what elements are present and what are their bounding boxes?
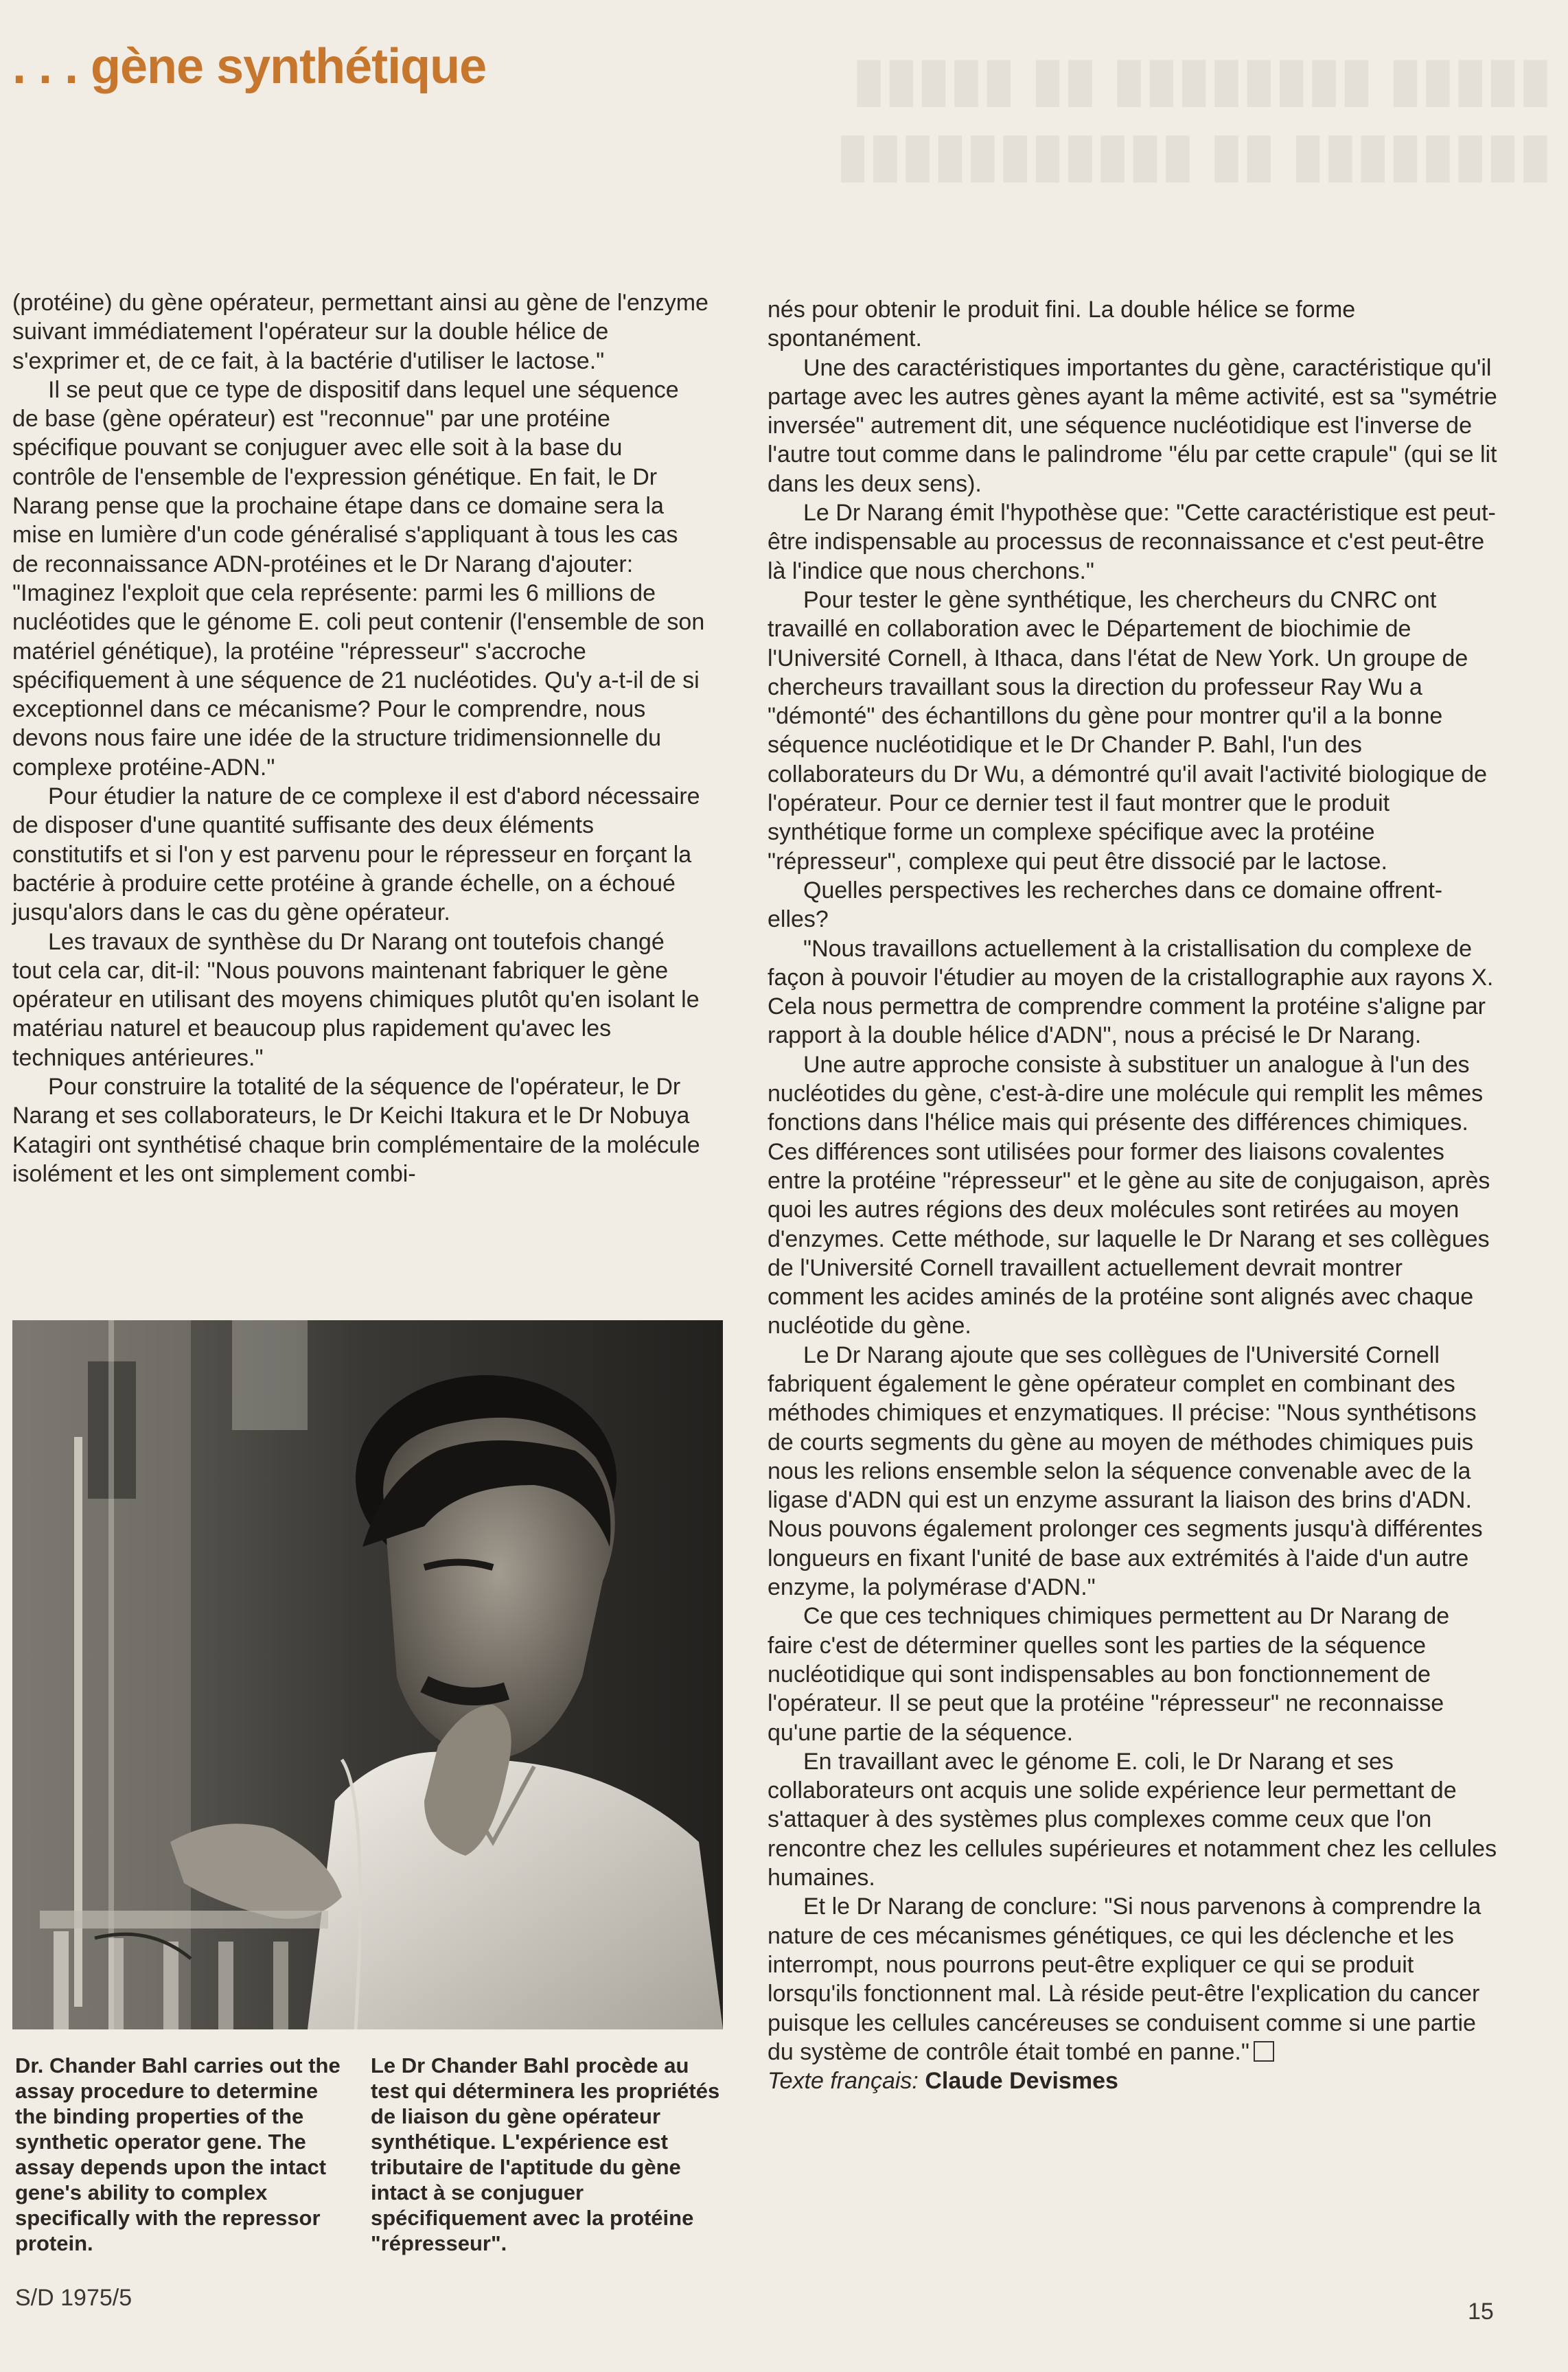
paragraph: Pour construire la totalité de la séquence de l'opérateur, le Dr Narang et ses collaborateurs, le Dr Keichi Itakura et le Dr Nobuya Katagiri ont synthétisé chaque brin complémentaire de la molécule isolément et les ont simplement combi- <box>12 1074 700 1187</box>
paragraph: Une des caractéristiques importantes du gène, caractéristique qu'il partage avec les autres gènes ayant la même activité, est sa "symétrie inversée" autrement dit, une séquence nucléotidique est l'inverse de l'autre tout comme dans le palindrome "élu par cette crapule" (qui se lit dans les deux sens). <box>768 354 1497 497</box>
photo-scientist-lab <box>12 1320 723 2029</box>
paragraph-text: Et le Dr Narang de conclure: "Si nous parvenons à comprendre la nature de ces mécanismes génétiques, ce qui les déclenche et les interrompt, nous pourrons peut-être expliquer ce qui se produit lorsqu'ils fonctionnent mal. Là réside peut-être l'explication du cancer puisque les cellules cancéreuses se conduisent comme si une partie du système de contrôle était tombé en panne." <box>768 1893 1481 2065</box>
right-text-column <box>768 295 1499 2095</box>
paragraph: Quelles perspectives les recherches dans ce domaine offrent-elles? <box>768 877 1443 933</box>
end-mark-icon <box>1254 2041 1274 2062</box>
paragraph: Les travaux de synthèse du Dr Narang ont toutefois changé tout cela car, dit-il: "Nous pouvons maintenant fabriquer le gène opérateur en utilisant des moyens chimiques plutôt qu'en isolant le matériau naturel et beaucoup plus rapidement qu'avec les techniques antérieures." <box>12 928 700 1071</box>
paragraph: En travaillant avec le génome E. coli, le Dr Narang et ses collaborateurs ont acquis une solide expérience leur permettant de s'attaquer à des systèmes plus complexes comme ceux que l'on rencontre chez les cellules supérieures et notamment chez les cellules humaines. <box>768 1748 1497 1891</box>
paragraph: "Nous travaillons actuellement à la cristallisation du complexe de façon à pouvoir l'étudier au moyen de la cristallographie aux rayons X. Cela nous permettra de comprendre comment la protéine s'aligne par rapport à la double hélice d'ADN", nous a précisé le Dr Narang. <box>768 935 1494 1049</box>
left-text-column <box>12 288 709 1188</box>
credit-label: Texte français: <box>768 2068 919 2095</box>
paragraph: Le Dr Narang ajoute que ses collègues de l'Université Cornell fabriquent également le gène opérateur complet en combinant des méthodes chimiques et enzymatiques. Il précise: "Nous synthétisons de courts segments du gène au moyen de méthodes chimiques puis nous les relions ensemble selon la séquence convenable avec de la ligase d'ADN qui est un enzyme assurant la liaison des brins d'ADN. Nous pouvons également prolonger ces segments jusqu'à différentes longueurs en fixant l'unité de base aux extrémités à l'aide d'un autre enzyme, la polymérase d'ADN." <box>768 1342 1483 1601</box>
paragraph: Pour tester le gène synthétique, les chercheurs du CNRC ont travaillé en collaboration avec le Département de biochimie de l'Université Cornell, à Ithaca, dans l'état de New York. Un groupe de chercheurs travaillant sous la direction du professeur Ray Wu a "démonté" des échantillons du gène pour montrer qu'il a la bonne séquence nucléotidique et le Dr Chander P. Bahl, l'un des collaborateurs du Dr Wu, a démontré qu'il avait l'activité biologique de l'opérateur. Pour ce dernier test il faut montrer que le produit synthétique forme un complexe spécifique avec la protéine "répresseur", complexe qui peut être dissocié par le lactose. <box>768 586 1488 875</box>
paragraph: Ce que ces techniques chimiques permettent au Dr Narang de faire c'est de déterminer quelles sont les parties de la séquence nucléotidique qui sont indispensables au bon fonctionnement de l'opérateur. Il se peut que la protéine "répresseur" ne reconnaisse qu'une partie de la séquence. <box>768 1603 1450 1746</box>
photo-man-lab-icon <box>12 1320 723 2029</box>
show-through-text: ▮▮▮▮▮ ▮▮▮▮▮▮▮▮ ▮▮ ▮▮▮▮▮ ▮▮▮▮▮▮▮▮ ▮▮ ▮▮▮▮▮▮▮▮▮▮▮ <box>836 46 1552 187</box>
paragraph: (protéine) du gène opérateur, permettant ainsi au gène de l'enzyme suivant immédiatement l'opérateur sur la double hélice de s'exprimer et, de ce fait, à la bactérie d'utiliser le lactose." <box>12 290 708 374</box>
page-number: 15 <box>1468 2299 1494 2325</box>
photo-caption-french: Le Dr Chander Bahl procède au test qui déterminera les propriétés de liaison du gène opérateur synthétique. L'expérience est tributaire de l'aptitude du gène intact à se conjuguer spécifiquement avec la protéine "répresseur". <box>371 2053 720 2255</box>
paragraph: nés pour obtenir le produit fini. La double hélice se forme spontanément. <box>768 297 1356 352</box>
paragraph: Il se peut que ce type de dispositif dans lequel une séquence de base (gène opérateur) est "reconnue" par une protéine spécifique pouvant se conjuguer avec elle soit à la base du contrôle de l'ensemble de l'expression génétique. En fait, le Dr Narang pense que la prochaine étape dans ce domaine sera la mise en lumière d'un code généralisé s'appliquant à tous les cas de reconnaissance ADN-protéines et le Dr Narang d'ajouter: "Imaginez l'exploit que cela représente: parmi les 6 millions de nucléotides que le génome E. coli peut contenir (l'ensemble de son matériel génétique), la protéine "répresseur" s'accroche spécifiquement à une séquence de 21 nucléotides. Qu'y a-t-il de si exceptionnel dans ce mécanisme? Pour le comprendre, nous devons nous faire une idée de la structure tridimensionnelle du complexe protéine-ADN." <box>12 376 705 781</box>
paragraph: Le Dr Narang émit l'hypothèse que: "Cette caractéristique est peut-être indispensable au processus de reconnaissance et c'est peut-être là l'indice que nous cherchons." <box>768 500 1496 584</box>
page-title: . . . gène synthétique <box>12 39 487 94</box>
translation-credit <box>768 2066 1499 2095</box>
paragraph: Une autre approche consiste à substituer un analogue à l'un des nucléotides du gène, c'est-à-dire une molécule qui remplit les mêmes fonctions dans l'hélice mais qui présente des différences chimiques. Ces différences sont utilisées pour former des liaisons covalentes entre la protéine "répresseur" et le gène au site de conjugaison, après quoi les autres régions des deux molécules sont retirées au moyen d'enzymes. Cette méthode, sur laquelle le Dr Narang et ses collègues de l'Université Cornell travaillent actuellement devrait montrer comment les acides aminés de la protéine sont alignés avec chaque nucléotide du gène. <box>768 1051 1490 1339</box>
paragraph: Pour étudier la nature de ce complexe il est d'abord nécessaire de disposer d'une quantité suffisante des deux éléments constitutifs et si l'on y est parvenu pour le répresseur en forçant la bactérie à produire cette protéine à grande échelle, on a échoué jusqu'alors dans le cas du gène opérateur. <box>12 783 700 926</box>
paragraph-conclusion <box>768 1892 1499 2066</box>
publication-issue: S/D 1975/5 <box>15 2285 132 2311</box>
photo-caption-english: Dr. Chander Bahl carries out the assay procedure to determine the binding properties of the synthetic operator gene. The assay depends upon the intact gene's ability to complex specifically with the repressor protein. <box>15 2053 341 2255</box>
credit-name: Claude Devismes <box>925 2068 1118 2095</box>
